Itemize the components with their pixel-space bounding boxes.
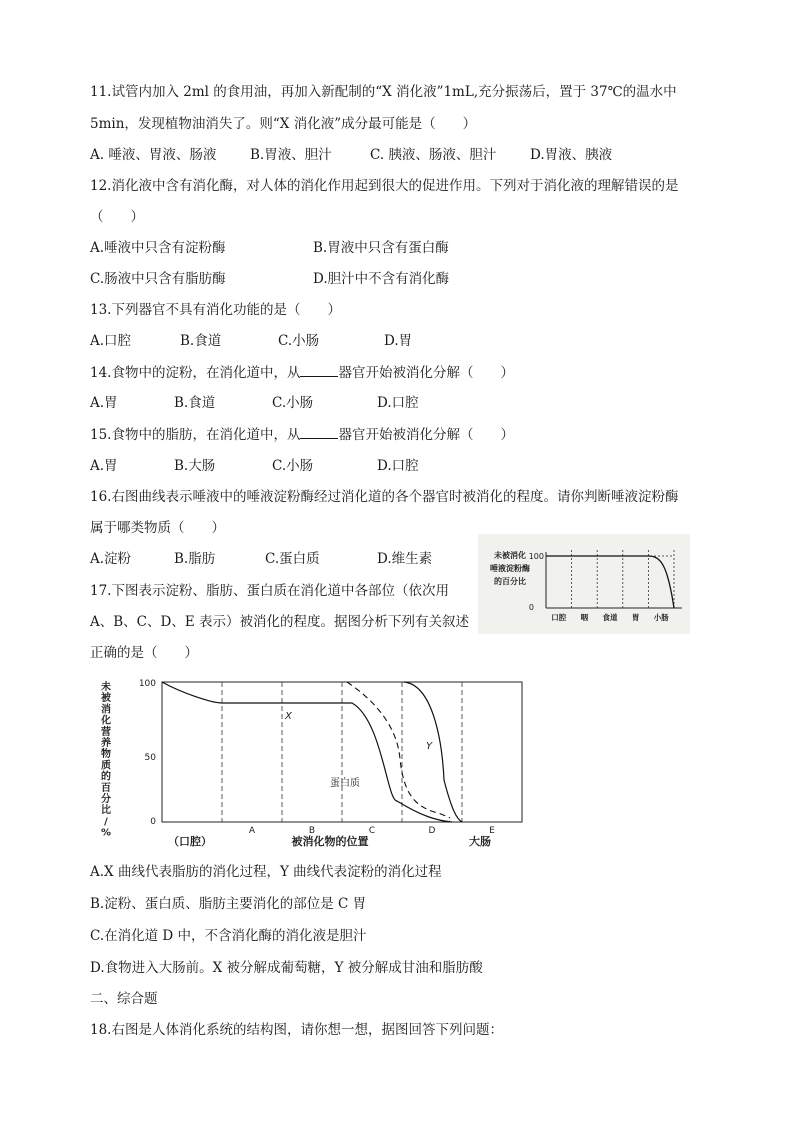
y-tick-0: 0 [528, 603, 534, 612]
series-y-line [404, 682, 462, 822]
y-tick-0: 0 [150, 817, 156, 827]
q15-option-c: C.小肠 [272, 458, 314, 474]
ylabel-char: 化 [101, 715, 111, 727]
q15-option-a: A.胃 [90, 458, 118, 474]
q14-option-b: B.食道 [174, 395, 216, 411]
x-section-label: C [368, 826, 376, 836]
q15-stem-post: 器官开始被消化分解（ ） [338, 427, 514, 443]
q14-option-d: D.口腔 [377, 395, 419, 411]
q11-option-a: A. 唾液、胃液、肠液 [90, 147, 217, 163]
ylabel-char: 比 [101, 805, 111, 817]
q17-stem-line3: 正确的是（ ） [90, 645, 198, 661]
chart-ylabel [490, 550, 530, 586]
x-tick-label: 胃 [631, 613, 640, 622]
q13-option-a: A.口腔 [90, 333, 132, 349]
q13-option-b: B.食道 [180, 333, 222, 349]
q12-option-c: C.肠液中只含有脂肪酶 [90, 271, 226, 287]
q14-blank[interactable] [300, 362, 338, 377]
x-section-label: E [489, 826, 495, 836]
q17-option-b: B.淀粉、蛋白质、脂肪主要消化的部位是 C 胃 [90, 896, 367, 912]
x-section-label: A [248, 826, 256, 836]
x-tick-label: 口腔 [551, 613, 567, 622]
q14-stem-post: 器官开始被消化分解（ ） [338, 365, 514, 381]
ylabel-char: / [104, 816, 108, 828]
q17-option-d: D.食物进入大肠前。X 被分解成葡萄糖，Y 被分解成甘油和脂肪酸 [90, 960, 483, 976]
ylabel-char: 未 [101, 682, 111, 693]
ylabel-char: 养 [101, 738, 111, 749]
q16-stem-line2: 属于哪类物质（ ） [90, 520, 225, 536]
q13-stem: 13.下列器官不具有消化功能的是（ ） [90, 302, 341, 318]
q14-stem [90, 362, 514, 383]
chart-ylabel [100, 680, 112, 839]
ylabel-char: 被 [101, 693, 111, 705]
q17-option-a: A.X 曲线代表脂肪的消化过程，Y 曲线代表淀粉的消化过程 [90, 864, 442, 880]
q12-option-a: A.唾液中只含有淀粉酶 [90, 240, 226, 256]
ylabel-char: 百 [101, 782, 111, 794]
ylabel-char: 质 [101, 760, 111, 772]
q16-option-d: D.维生素 [377, 551, 433, 567]
q15-option-b: B.大肠 [174, 458, 216, 474]
q16-option-a: A.淀粉 [90, 551, 132, 567]
curve-protein-label: 蛋白质 [330, 778, 360, 789]
q11-option-c: C. 胰液、肠液、胆汁 [370, 147, 497, 163]
ylabel-line: 的百分比 [494, 577, 526, 586]
q14-option-c: C.小肠 [272, 395, 314, 411]
ylabel-line: 唾液淀粉酶 [490, 564, 530, 573]
q17-stem-line2: A、B、C、D、E 表示）被消化的程度。据图分析下列有关叙述 [90, 614, 469, 630]
curve-x-label: X [285, 711, 292, 722]
x-section-label: B [308, 826, 316, 836]
curve-y-label: Y [426, 741, 433, 752]
q13-option-d: D.胃 [384, 333, 413, 349]
q12-stem-line2: （ ） [90, 209, 144, 225]
q11-option-b: B.胃液、胆汁 [250, 147, 332, 163]
q15-stem-pre: 15.食物中的脂肪，在消化道中，从 [90, 427, 301, 443]
q11-stem-line2: 5min，发现植物油消失了。则“X 消化液”成分最可能是（ ） [90, 116, 477, 132]
q17-option-c: C.在消化道 D 中，不含消化酶的消化液是胆汁 [90, 928, 367, 944]
ylabel-char: % [100, 827, 112, 839]
q11-stem-line1: 11.试管内加入 2ml 的食用油，再加入新配制的“X 消化液”1mL,充分振荡后，置于 37℃的温水中 [90, 84, 677, 100]
q13-option-c: C.小肠 [278, 333, 320, 349]
q12-option-d: D.胆汁中不含有消化酶 [313, 271, 450, 287]
end-label-large-intestine: 大肠 [469, 835, 491, 848]
ylabel-char: 物 [101, 749, 111, 761]
y-tick-100: 100 [138, 679, 156, 689]
y-tick-50: 50 [144, 753, 156, 763]
ylabel-char: 消 [101, 704, 111, 716]
q16-option-b: B.脂肪 [174, 551, 216, 567]
q15-option-d: D.口腔 [377, 458, 419, 474]
q17-stem-line1: 17.下图表示淀粉、脂肪、蛋白质在消化道中各部位（依次用 [90, 583, 449, 599]
ylabel-char: 分 [101, 794, 111, 805]
series-protein-line [347, 682, 450, 818]
salivary-amylase-digestion-chart [478, 534, 690, 634]
x-tick-label: 食道 [602, 613, 618, 622]
q11-option-d: D.胃液、胰液 [530, 147, 613, 163]
q12-option-b: B.胃液中只含有蛋白酶 [313, 240, 449, 256]
q16-stem-line1: 16.右图曲线表示唾液中的唾液淀粉酶经过消化道的各个器官时被消化的程度。请你判断唾液淀粉酶 [90, 489, 679, 505]
q15-blank[interactable] [300, 424, 338, 439]
x-section-label: D [428, 826, 436, 836]
main-plot-area [162, 682, 522, 822]
q16-option-c: C.蛋白质 [265, 551, 320, 567]
x-axis-label: 被消化物的位置 [291, 835, 369, 848]
ylabel-char: 营 [101, 726, 111, 738]
q12-stem-line1: 12.消化液中含有消化酶，对人体的消化作用起到很大的促进作用。下列对于消化液的理解错误的是 [90, 178, 679, 194]
q14-stem-pre: 14.食物中的淀粉，在消化道中，从 [90, 365, 301, 381]
q18-stem: 18.右图是人体消化系统的结构图，请你想一想，据图回答下列问题： [90, 1022, 503, 1038]
series-x-line [162, 682, 452, 822]
x-section-label: （口腔） [168, 835, 212, 848]
q14-option-a: A.胃 [90, 395, 118, 411]
x-tick-label: 咽 [580, 613, 589, 622]
q15-stem [90, 424, 514, 445]
y-tick-100: 100 [528, 552, 544, 561]
ylabel-line: 未被消化 [494, 551, 526, 560]
x-tick-label: 小肠 [653, 613, 669, 622]
ylabel-char: 的 [101, 771, 111, 783]
section-2-heading: 二、综合题 [90, 991, 158, 1007]
nutrient-digestion-chart [90, 672, 530, 852]
